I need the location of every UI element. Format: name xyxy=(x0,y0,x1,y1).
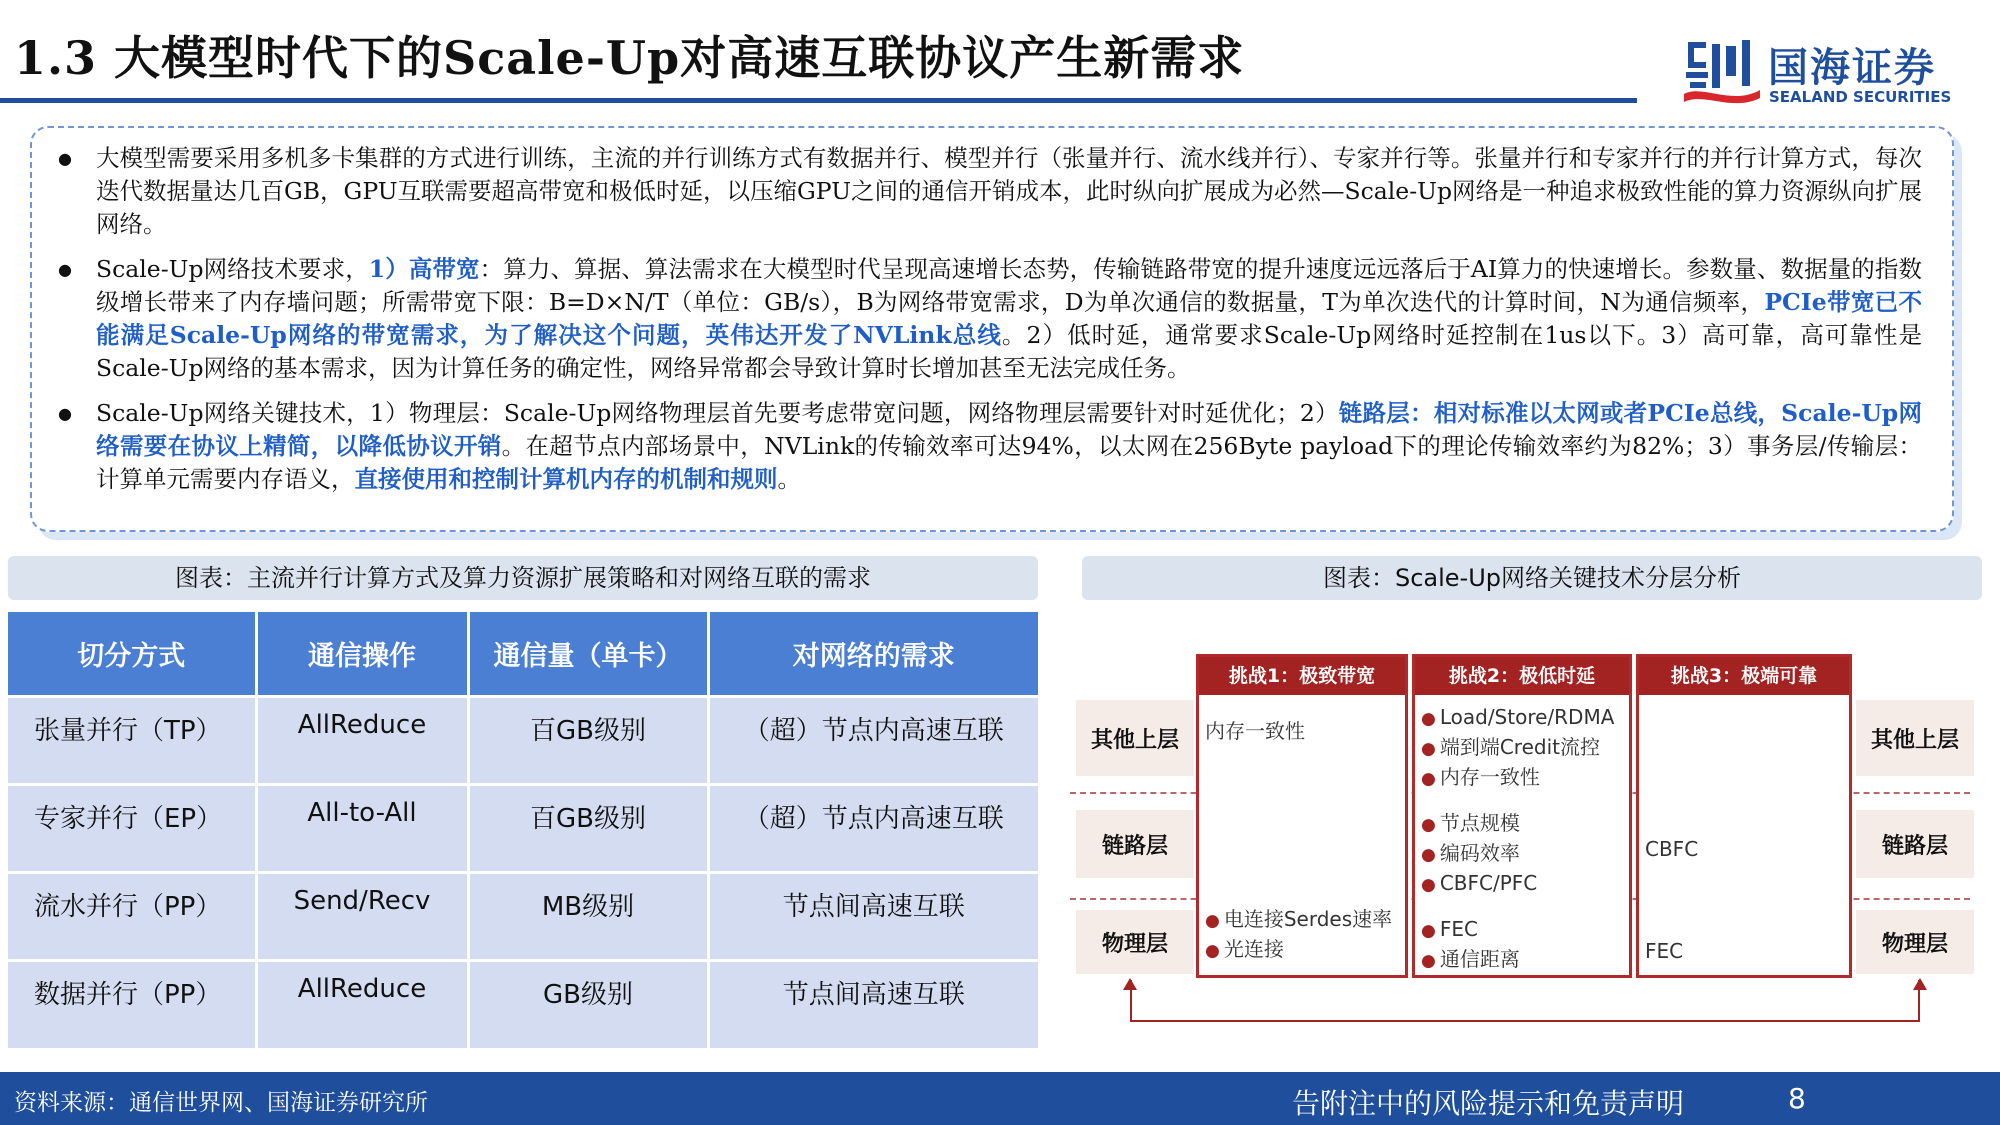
table-cell: 流水并行（PP） xyxy=(8,872,256,960)
challenge-cell xyxy=(1421,915,1625,975)
table-cell: 节点间高速互联 xyxy=(708,872,1038,960)
challenge-item: ● 节点规模 xyxy=(1421,809,1625,839)
table-row xyxy=(8,784,1038,872)
layer-label-upper-left: 其他上层 xyxy=(1076,700,1194,776)
bullet-text: 。 xyxy=(777,465,801,493)
challenge-item: ● 通信距离 xyxy=(1421,945,1625,975)
challenge-item: ● 光连接 xyxy=(1205,935,1401,965)
parallel-strategy-table xyxy=(8,612,1038,1048)
logo-english-name: SEALAND SECURITIES xyxy=(1769,88,1952,106)
table-cell: All-to-All xyxy=(256,784,468,872)
right-figure-caption: 图表：Scale-Up网络关键技术分层分析 xyxy=(1082,556,1982,600)
bullet-text: Scale-Up网络关键技术，1）物理层：Scale-Up网络物理层首先要考虑带宽问题，网络物理层需要针对时延优化；2） xyxy=(96,399,1339,427)
challenge-title: 挑战1：极致带宽 xyxy=(1199,657,1405,695)
challenge-item: CBFC xyxy=(1645,837,1699,861)
title-underline xyxy=(0,98,1637,103)
arrow-up-icon xyxy=(1913,978,1927,990)
layer-label-upper-right: 其他上层 xyxy=(1856,700,1974,776)
challenge-item: ● FEC xyxy=(1421,915,1625,945)
table-cell: （超）节点内高速互联 xyxy=(708,784,1038,872)
highlighted-text: 直接使用和控制计算机内存的机制和规则 xyxy=(354,465,778,493)
layer-analysis-diagram xyxy=(1070,640,1970,1030)
challenge-cell xyxy=(1421,703,1625,793)
table-cell: MB级别 xyxy=(468,872,708,960)
source-note: 资料来源：通信世界网、国海证券研究所 xyxy=(14,1090,428,1116)
highlighted-text: 链路层：相对标准以太网或者PCIe总线，Scale-Up网络需要在协议上精简，以降低协议开销 xyxy=(96,399,1922,460)
challenge-item: 内存一致性 xyxy=(1205,719,1305,743)
table-cell: 百GB级别 xyxy=(468,784,708,872)
challenge-cell xyxy=(1645,835,1845,863)
table-cell: 百GB级别 xyxy=(468,696,708,784)
challenge-item: ● 编码效率 xyxy=(1421,839,1625,869)
challenge-column-bandwidth xyxy=(1196,654,1408,978)
challenge-item: ● 电连接Serdes速率 xyxy=(1205,905,1401,935)
bullet-text: Scale-Up网络技术要求， xyxy=(96,255,369,283)
bullet-text: 大模型需要采用多机多卡集群的方式进行训练，主流的并行训练方式有数据并行、模型并行（张量并行、流水线并行）、专家并行等。张量并行和专家并行的并行计算方式，每次迭代数据量达几百GB，GPU互联需要超高带宽和极低时延，以压缩GPU之间的通信开销成本，此时纵向扩展成为必然—Scale-Up网络是一种追求极致性能的算力资源纵向扩展网络。 xyxy=(96,144,1922,238)
page-title: 1.3 大模型时代下的Scale-Up对高速互联协议产生新需求 xyxy=(14,31,1245,85)
table-header-cell: 切分方式 xyxy=(8,612,256,696)
table-cell: AllReduce xyxy=(256,696,468,784)
table-header-cell: 通信操作 xyxy=(256,612,468,696)
bullet-text: ：算力、算据、算法需求在大模型时代呈现高速增长态势，传输链路带宽的提升速度远远落后于AI算力的快速增长。参数量、数据量的指数级增长带来了内存墙问题；所需带宽下限：B=D×N/T（单位：GB/s），B为网络带宽需求，D为单次通信的数据量，T为单次迭代的计算时间，N为通信频率， xyxy=(96,255,1922,316)
table-header-cell: 对网络的需求 xyxy=(708,612,1038,696)
challenge-cell xyxy=(1645,937,1845,965)
challenge-column-reliability xyxy=(1636,654,1852,978)
bullet-text: 。在超节点内部场景中，NVLink的传输效率可达94%，以太网在256Byte payload下的理论传输效率约为82%；3）事务层/传输层：计算单元需要内存语义， xyxy=(96,432,1922,493)
layer-label-physical-right: 物理层 xyxy=(1856,910,1974,974)
challenge-cell xyxy=(1205,905,1401,965)
challenge-item: ● CBFC/PFC xyxy=(1421,869,1625,899)
page-number: 8 xyxy=(1788,1082,1806,1115)
challenge-item: ● Load/Store/RDMA xyxy=(1421,703,1625,733)
table-cell: （超）节点内高速互联 xyxy=(708,696,1038,784)
bullet-paragraph xyxy=(96,397,1922,496)
challenge-title: 挑战2：极低时延 xyxy=(1415,657,1629,695)
challenge-title: 挑战3：极端可靠 xyxy=(1639,657,1849,695)
challenge-cell xyxy=(1421,809,1625,899)
table-cell: 张量并行（TP） xyxy=(8,696,256,784)
table-row xyxy=(8,960,1038,1048)
arrow-up-icon xyxy=(1123,978,1137,990)
logo-chinese-name: 国海证券 xyxy=(1768,45,1936,91)
challenge-item: ● 内存一致性 xyxy=(1421,763,1625,793)
highlighted-text: PCIe带宽已不能满足Scale-Up网络的带宽需求，为了解决这个问题，英伟达开发了NVLink总线 xyxy=(96,288,1923,349)
bullet-text: 。2）低时延，通常要求Scale-Up网络时延控制在1us以下。3）高可靠，高可靠性是Scale-Up网络的基本需求，因为计算任务的确定性，网络异常都会导致计算时长增加甚至无法完成任务。 xyxy=(96,321,1922,382)
table-row xyxy=(8,696,1038,784)
table-cell: 数据并行（PP） xyxy=(8,960,256,1048)
bullet-paragraph xyxy=(96,253,1922,385)
table-row xyxy=(8,872,1038,960)
challenge-item: FEC xyxy=(1645,939,1684,963)
bullet-paragraph xyxy=(96,142,1922,241)
feedback-bracket xyxy=(1130,980,1920,1022)
highlighted-text: 1）高带宽 xyxy=(368,255,480,283)
layer-label-link-right: 链路层 xyxy=(1856,810,1974,878)
table-cell: 节点间高速互联 xyxy=(708,960,1038,1048)
summary-textbox xyxy=(30,126,1954,532)
disclaimer-link[interactable]: 告附注中的风险提示和免责声明 xyxy=(1292,1087,1685,1120)
footer-bar xyxy=(0,1072,2000,1125)
table-cell: Send/Recv xyxy=(256,872,468,960)
sealand-logo-icon xyxy=(1682,38,1762,106)
company-logo xyxy=(1682,36,1962,108)
challenge-column-latency xyxy=(1412,654,1632,978)
table-header-cell: 通信量（单卡） xyxy=(468,612,708,696)
table-cell: 专家并行（EP） xyxy=(8,784,256,872)
challenge-item: ● 端到端Credit流控 xyxy=(1421,733,1625,763)
layer-label-link-left: 链路层 xyxy=(1076,810,1194,878)
left-figure-caption: 图表：主流并行计算方式及算力资源扩展策略和对网络互联的需求 xyxy=(8,556,1038,600)
challenge-cell xyxy=(1205,717,1401,745)
layer-label-physical-left: 物理层 xyxy=(1076,910,1194,974)
table-cell: AllReduce xyxy=(256,960,468,1048)
table-cell: GB级别 xyxy=(468,960,708,1048)
